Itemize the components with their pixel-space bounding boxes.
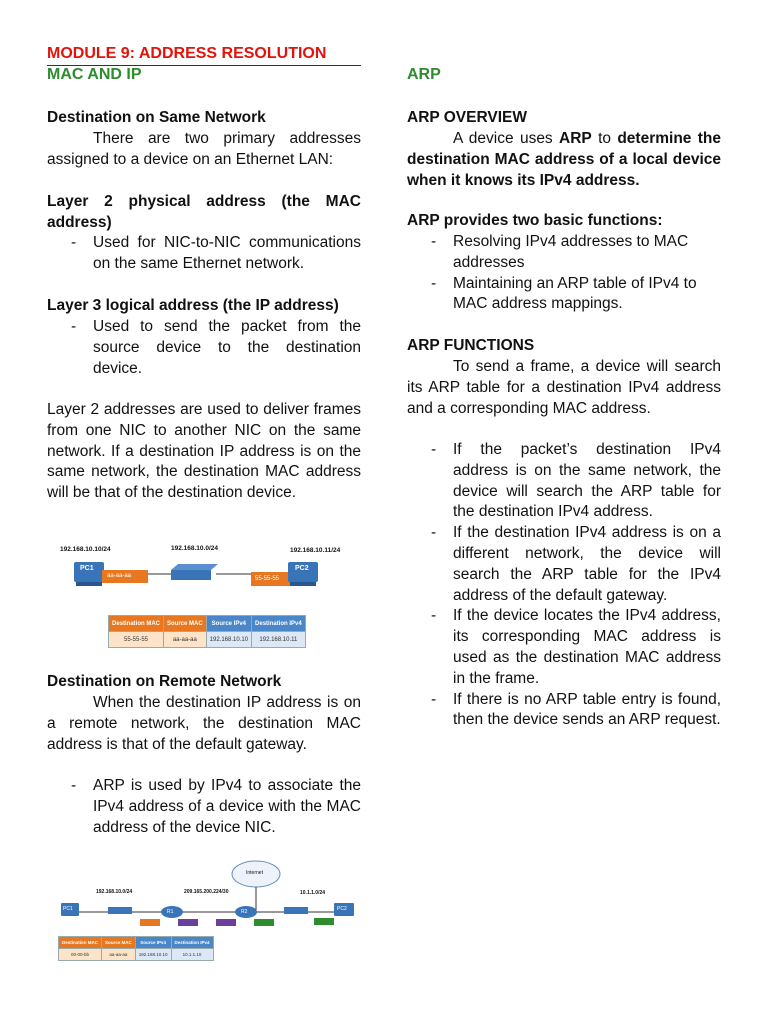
- same-network-paragraph: Layer 2 addresses are used to deliver frames from one NIC to another NIC on the same network. If a destination IP address is on the same network, the destination MAC address will be that of the destination device.: [47, 401, 361, 502]
- table1-cell-src-ip: 192.168.10.10: [206, 632, 251, 648]
- pc2-ip-label: 192.168.10.11/24: [290, 547, 341, 554]
- section-title-mac-ip: MAC AND IP: [47, 66, 142, 83]
- overview-text-1: A device uses: [453, 130, 560, 147]
- remote-network-bullet: - ARP is used by IPv4 to associate the IPv4 address of a device with the MAC address of the device NIC.: [47, 776, 361, 838]
- remote-network-list: [47, 776, 361, 838]
- table2-header-dest-ip: Destination IPv4: [171, 937, 213, 949]
- table1-header-src-ip: Source IPv4: [206, 616, 251, 632]
- layer2-heading: Layer 2 physical address (the MAC address): [47, 193, 361, 231]
- remote-network-heading: Destination on Remote Network: [47, 673, 282, 690]
- table1-header-dest-mac: Destination MAC: [109, 616, 164, 632]
- same-network-heading: Destination on Same Network: [47, 109, 266, 126]
- table1-cell-src-mac: aa-aa-aa: [164, 632, 207, 648]
- r1-label: R1: [167, 909, 174, 915]
- mac-box-pc2: [314, 918, 334, 925]
- layer3-heading: Layer 3 logical address (the IP address): [47, 297, 339, 314]
- table2-cell-dest-mac: 00-00-bb: [59, 949, 102, 961]
- switch-icon: [171, 570, 211, 580]
- table2-header-src-mac: Source MAC: [102, 937, 136, 949]
- pc2-mac-label: 55-55-55: [255, 576, 280, 582]
- arp-functions-heading: ARP FUNCTIONS: [407, 337, 535, 354]
- table1-cell-dest-ip: 192.168.10.11: [252, 632, 306, 648]
- net2-label: 209.165.200.224/30: [184, 889, 229, 895]
- arp-function-item: - If there is no ARP table entry is found, then the device sends an ARP request.: [407, 690, 721, 732]
- internet-label: Internet: [246, 870, 263, 876]
- table2-cell-src-ip: 192.168.10.10: [135, 949, 171, 961]
- pc1-label: PC1: [80, 565, 94, 572]
- section-title-arp: ARP: [407, 66, 441, 83]
- overview-text-2: to: [591, 130, 618, 147]
- table1-header-src-mac: Source MAC: [164, 616, 207, 632]
- layer3-bullet: - Used to send the packet from the source device to the destination device.: [47, 317, 361, 379]
- basic-function-item: - Resolving IPv4 addresses to MAC addresses: [407, 232, 721, 274]
- arp-overview-heading: ARP OVERVIEW: [407, 109, 528, 126]
- overview-arp-term: ARP: [559, 130, 592, 147]
- module-title: MODULE 9: ADDRESS RESOLUTION: [47, 44, 361, 66]
- switch1-icon: [108, 907, 132, 914]
- frame-table-1: [108, 615, 306, 648]
- remote-network-intro: When the destination IP address is on a remote network, the destination MAC address is that of the default gateway.: [47, 694, 361, 753]
- frame-table-2: [58, 936, 214, 961]
- switch2-icon: [284, 907, 308, 914]
- table2-header-dest-mac: Destination MAC: [59, 937, 102, 949]
- table2-header-src-ip: Source IPv4: [135, 937, 171, 949]
- network-label: 192.168.10.0/24: [171, 545, 218, 552]
- net1-label: 192.168.10.0/24: [96, 889, 133, 895]
- arp-function-item: - If the packet’s destination IPv4 address is on the same network, the device will search the ARP table for the destination IPv4 address.: [407, 440, 721, 523]
- pc2-label: PC2: [295, 565, 309, 572]
- overview-bold-statement: determine the destination MAC address of a local device when it knows its IPv4 address.: [407, 130, 722, 189]
- arp-function-item: - If the destination IPv4 address is on a different network, the device will search the ARP table for the IPv4 address of the default gateway.: [407, 523, 721, 606]
- pc1-label-2: PC1: [63, 906, 73, 912]
- layer3-list: [47, 317, 361, 379]
- same-network-diagram: [56, 540, 341, 655]
- table1-header-dest-ip: Destination IPv4: [252, 616, 306, 632]
- pc1-mac-label: aa-aa-aa: [107, 573, 132, 579]
- layer2-bullet: - Used for NIC-to-NIC communications on the same Ethernet network.: [47, 233, 361, 275]
- r2-label: R2: [241, 909, 248, 915]
- remote-network-diagram: [56, 852, 360, 964]
- pc1-ip-label: 192.168.10.10/24: [60, 546, 111, 553]
- arp-basic-functions-list: [407, 232, 721, 315]
- table1-cell-dest-mac: 55-55-55: [109, 632, 164, 648]
- arp-functions-list: [407, 440, 721, 731]
- net3-label: 10.1.1.0/24: [300, 890, 326, 896]
- basic-function-item: - Maintaining an ARP table of IPv4 to MAC address mappings.: [407, 274, 721, 316]
- table2-cell-dest-ip: 10.1.1.10: [171, 949, 213, 961]
- mac-box-r2-in: [216, 919, 236, 926]
- arp-functions-intro-heading: ARP provides two basic functions:: [407, 212, 663, 229]
- mac-box-r1-in: [140, 919, 160, 926]
- layer2-list: [47, 233, 361, 275]
- arp-function-item: - If the device locates the IPv4 address, its corresponding MAC address is used as the destination MAC address in the frame.: [407, 606, 721, 689]
- arp-functions-intro: To send a frame, a device will search its ARP table for a destination IPv4 address and a corresponding MAC address.: [407, 358, 721, 417]
- pc2-label-2: PC2: [337, 906, 347, 912]
- mac-box-r2-out: [254, 919, 274, 926]
- arp-overview-paragraph: [407, 129, 721, 191]
- same-network-intro: There are two primary addresses assigned to a device on an Ethernet LAN:: [47, 130, 361, 168]
- table2-cell-src-mac: aa-aa-aa: [102, 949, 136, 961]
- mac-box-r1-out: [178, 919, 198, 926]
